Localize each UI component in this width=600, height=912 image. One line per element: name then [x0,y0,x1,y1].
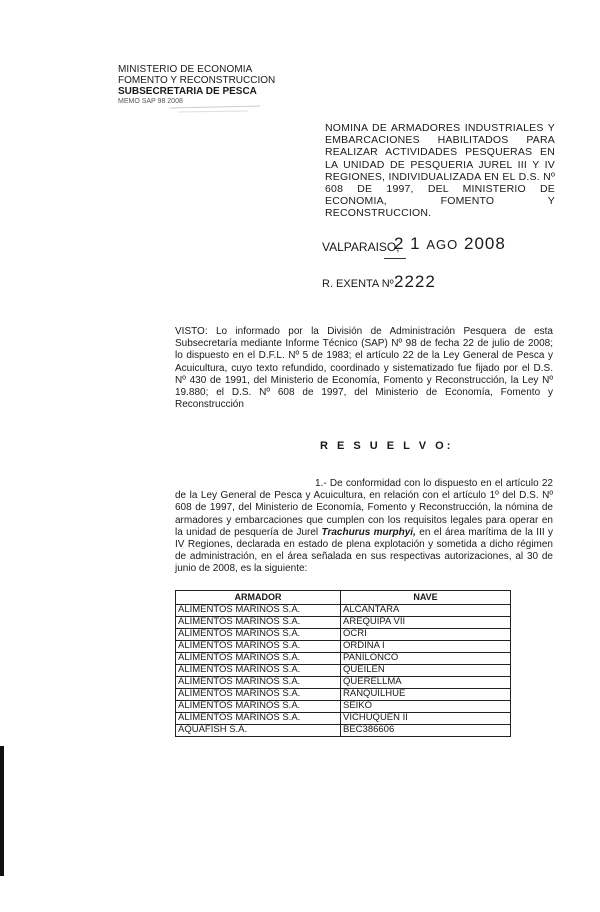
cell-armador: ALIMENTOS MARINOS S.A. [176,688,341,700]
article-1-part1: 1.- De conformidad con lo dispuesto en el artículo 22 de la Ley General de Pesca y Acuicultura, en relación con el artículo 1º del D.S. Nº 608 de 1997, del Ministerio de Economía, Fomento y Reconstrucción, la nómina de armadores y embarcaciones que cumplen con los requisitos legales para operar en la unidad de pesquería de Jurel [175,478,553,538]
cell-nave: BEC386606 [341,724,511,736]
cell-nave: ORDINA I [341,640,511,652]
date-year: 2008 [464,234,506,253]
table-row [176,688,511,700]
table-row [176,652,511,664]
header-line-ministry: MINISTERIO DE ECONOMIA [118,64,253,75]
stamp-mark-icon [168,100,268,116]
table-header-row [176,591,511,605]
place-city: VALPARAISO, [322,240,400,254]
table-row [176,604,511,616]
header-line-fomento: FOMENTO Y RECONSTRUCCION [118,75,276,86]
cell-nave: RANQUILHUE [341,688,511,700]
table-row [176,640,511,652]
resuelvo-heading: R E S U E L V O: [320,440,454,452]
table-row [176,676,511,688]
cell-nave: SEIKO [341,700,511,712]
cell-nave: QUERELLMA [341,676,511,688]
cell-armador: ALIMENTOS MARINOS S.A. [176,712,341,724]
table-row [176,628,511,640]
cell-armador: ALIMENTOS MARINOS S.A. [176,628,341,640]
faint-stamp [168,100,268,116]
table-row [176,700,511,712]
date-underline [384,258,406,259]
cell-armador: ALIMENTOS MARINOS S.A. [176,616,341,628]
article-1-part2: en el área marítima de la III y IV Regiones, declarada en estado de plena explotación y sometida a dicho régimen de administración, en el área señalada en sus respectivas autorizaciones, al 30 de junio de 2008, es la siguiente: [175,526,554,575]
resolution-subject: NOMINA DE ARMADORES INDUSTRIALES Y EMBARCACIONES HABILITADOS PARA REALIZAR ACTIVIDADES PESQUERAS EN LA UNIDAD DE PESQUERIA JUREL III Y IV REGIONES, INDIVIDUALIZADA EN EL D.S. Nº 608 DE 1997, DEL MINISTERIO DE ECONOMIA, FOMENTO Y RECONSTRUCCION. [325,122,555,220]
cell-armador: AQUAFISH S.A. [176,724,341,736]
article-1-species: Trachurus murphyi, [321,526,416,538]
table-row [176,724,511,736]
table-row [176,616,511,628]
armadores-table [175,590,511,737]
cell-nave: PANILONCO [341,652,511,664]
visto-paragraph: VISTO: Lo informado por la División de Administración Pesquera de esta Subsecretaría mediante Informe Técnico (SAP) Nº 98 de fecha 22 de julio de 2008; lo dispuesto en el D.F.L. Nº 5 de 1983; el artículo 22 de la Ley General de Pesca y Acuicultura, cuyo texto refundido, coordinado y sistematizado fue fijado por el D.S. Nº 430 de 1991, del Ministerio de Economía, Fomento y Reconstrucción, la Ley Nº 19.880; el D.S. Nº 608 de 1997, del Ministerio de Economía, Fomento y Reconstrucción [175,326,553,411]
table-row [176,712,511,724]
resolution-date [394,234,506,254]
cell-nave: VICHUQUEN II [341,712,511,724]
resolution-number: 2222 [394,272,436,291]
cell-armador: ALIMENTOS MARINOS S.A. [176,640,341,652]
cell-nave: QUEILEN [341,664,511,676]
date-day: 2 1 [394,234,421,253]
cell-armador: ALIMENTOS MARINOS S.A. [176,676,341,688]
header-armador: ARMADOR [176,591,341,605]
cell-nave: OCRI [341,628,511,640]
cell-armador: ALIMENTOS MARINOS S.A. [176,700,341,712]
cell-armador: ALIMENTOS MARINOS S.A. [176,652,341,664]
cell-nave: AREQUIPA VII [341,616,511,628]
resolution-label: R. EXENTA Nº [322,278,394,290]
header-line-memo: MEMO SAP 98 2008 [118,98,183,105]
header-nave: NAVE [341,591,511,605]
article-1-paragraph [175,478,553,576]
scan-edge-mark [0,746,4,876]
header-line-subsecretaria: SUBSECRETARIA DE PESCA [118,86,257,97]
cell-nave: ALCANTARA [341,604,511,616]
cell-armador: ALIMENTOS MARINOS S.A. [176,664,341,676]
date-month: AGO [426,237,459,252]
table-row [176,664,511,676]
cell-armador: ALIMENTOS MARINOS S.A. [176,604,341,616]
